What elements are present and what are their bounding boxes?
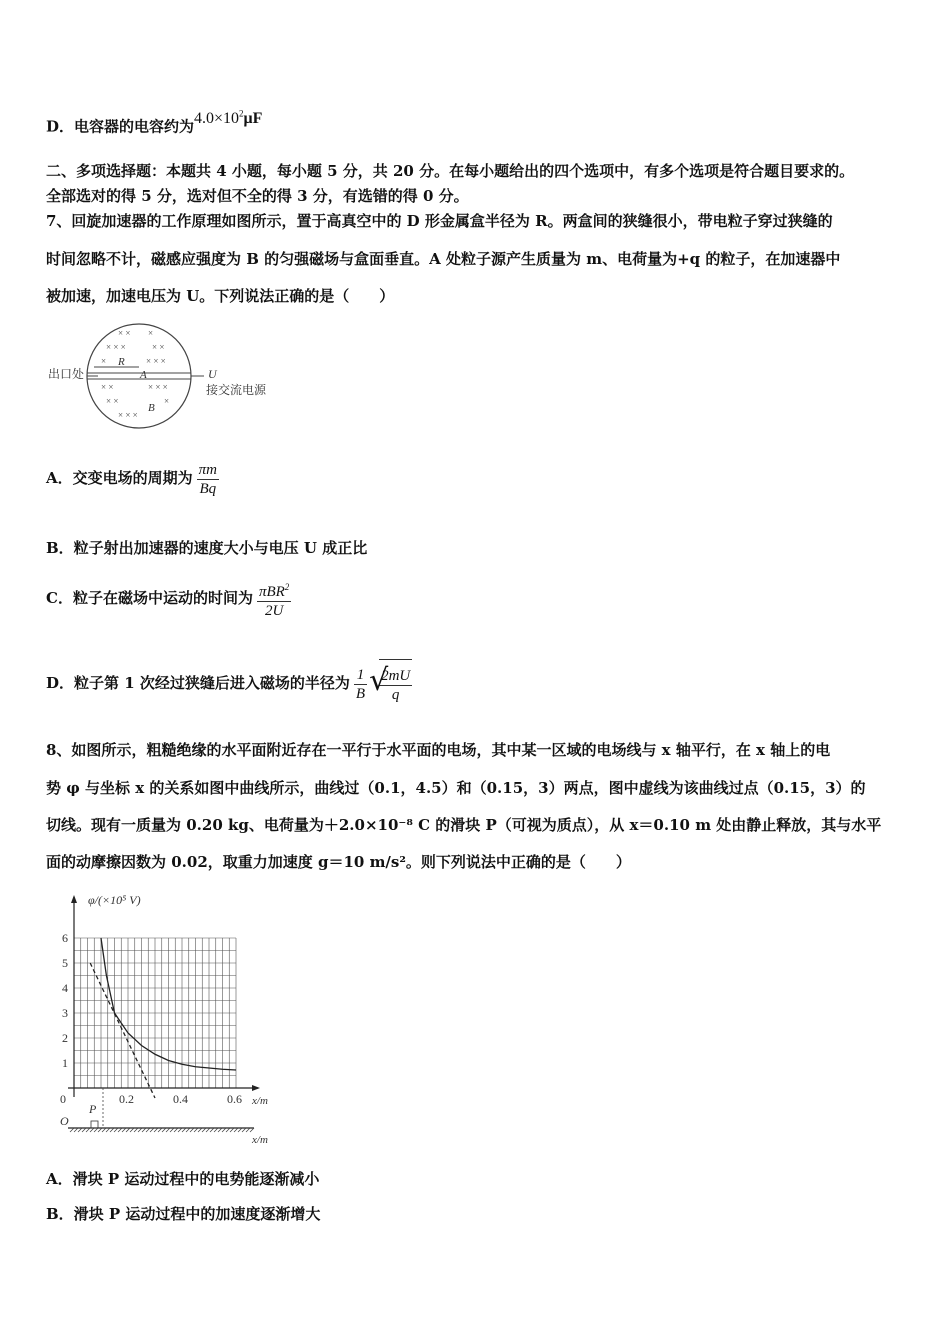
q6-option-d <box>46 109 263 137</box>
svg-text:× × ×: × × × <box>148 382 168 392</box>
u-label: U <box>208 367 217 381</box>
origin-o-label: O <box>60 1114 69 1128</box>
q7-stem-line-2: 时间忽略不计，磁感应强度为 B 的匀强磁场与盒面垂直。A 处粒子源产生质量为 m、电荷量为+q 的粒子，在加速器中 <box>46 250 841 268</box>
q7-option-c-label: C．粒子在磁场中运动的时间为 <box>46 589 253 607</box>
y-axis-label: φ/(×10⁵ V) <box>88 893 141 907</box>
slider-block-p <box>91 1121 98 1128</box>
q7-stem-line-3: 被加速，加速电压为 U。下列说法正确的是（ ） <box>46 287 395 305</box>
x-tick-label: 0.6 <box>227 1092 242 1106</box>
svg-text:× ×: × × <box>101 382 114 392</box>
q6-option-d-label: D．电容器的电容约为 <box>46 117 195 136</box>
q8-stem-line-4: 面的动摩擦因数为 0.02，取重力加速度 g＝10 m/s²。则下列说法中正确的是（ ） <box>46 853 631 871</box>
field-b-label: B <box>148 402 155 414</box>
origin-zero-label: 0 <box>60 1092 66 1106</box>
y-tick-label: 5 <box>62 956 68 970</box>
chart-grid <box>74 938 236 1088</box>
svg-text:×: × <box>148 328 154 338</box>
ground-x-label: x/m <box>252 1134 268 1146</box>
svg-text:×: × <box>101 356 107 366</box>
q6-option-d-value: $4.0\times 10^2\mu F$ <box>194 109 263 128</box>
section-2-line-1: 二、多项选择题：本题共 4 小题，每小题 5 分，共 20 分。在每小题给出的四个选项中，有多个选项是符合题目要求的。 <box>46 162 855 180</box>
y-tick-label: 3 <box>62 1006 68 1020</box>
q7-option-d-sqrt: √ $\frac{2mU}{q}$ <box>369 659 412 710</box>
svg-text:× ×: × × <box>152 342 165 352</box>
q7-option-a <box>46 458 219 498</box>
q8-stem-line-3: 切线。现有一质量为 0.20 kg、电荷量为＋2.0×10⁻⁸ C 的滑块 P（可视为质点），从 x＝0.10 m 处由静止释放，其与水平 <box>46 816 882 834</box>
q7-option-c-fraction: $\frac{\pi BR^2}{2U}$ <box>257 578 291 620</box>
y-axis-arrow <box>71 895 77 903</box>
q8-stem-line-2: 势 φ 与坐标 x 的关系如图中曲线所示，曲线过（0.1，4.5）和（0.15，3）两点，图中虚线为该曲线过点（0.15，3）的 <box>46 779 866 797</box>
radius-label: R <box>118 356 125 368</box>
q7-option-d-label: D．粒子第 1 次经过狭缝后进入磁场的半径为 <box>46 674 350 692</box>
q7-option-c <box>46 578 291 620</box>
exit-label: 出口处 <box>48 367 85 381</box>
q7-option-d <box>46 658 412 710</box>
q7-stem-line-1: 7、回旋加速器的工作原理如图所示，置于高真空中的 D 形金属盒半径为 R。两盒间的狭缝很小，带电粒子穿过狭缝的 <box>46 212 833 230</box>
y-tick-label: 6 <box>62 931 68 945</box>
magnetic-field-crosses <box>101 328 169 420</box>
cyclotron-figure <box>46 318 286 438</box>
ac-source-label: 接交流电源 <box>206 383 267 397</box>
chart-tick-labels <box>62 931 242 1106</box>
q7-option-d-fraction: $\frac{1}{B}$ <box>355 666 366 702</box>
phi-x-chart <box>46 885 286 1150</box>
q7-option-b: B．粒子射出加速器的速度大小与电压 U 成正比 <box>46 539 368 557</box>
tangent-line <box>90 963 155 1098</box>
y-tick-label: 2 <box>62 1031 68 1045</box>
x-tick-label: 0.2 <box>119 1092 134 1106</box>
block-p-label: P <box>89 1102 97 1116</box>
q7-option-a-fraction: $\frac{\pi m}{Bq}$ <box>198 461 217 497</box>
svg-text:× × ×: × × × <box>106 342 126 352</box>
x-axis-label: x/m <box>252 1095 268 1107</box>
y-tick-label: 1 <box>62 1056 68 1070</box>
chart-series <box>90 938 236 1098</box>
y-tick-label: 4 <box>62 981 68 995</box>
section-2-line-2: 全部选对的得 5 分，选对但不全的得 3 分，有选错的得 0 分。 <box>46 187 469 205</box>
source-a-label: A <box>140 369 147 381</box>
q8-option-a: A．滑块 P 运动过程中的电势能逐渐减小 <box>46 1170 320 1188</box>
svg-text:×: × <box>164 396 170 406</box>
svg-text:× ×: × × <box>118 328 131 338</box>
svg-text:× × ×: × × × <box>146 356 166 366</box>
x-tick-label: 0.4 <box>173 1092 188 1106</box>
svg-text:× ×: × × <box>106 396 119 406</box>
svg-text:× × ×: × × × <box>118 410 138 420</box>
q7-option-a-label: A．交变电场的周期为 <box>46 469 193 487</box>
q8-stem-line-1: 8、如图所示，粗糙绝缘的水平面附近存在一平行于水平面的电场，其中某一区域的电场线与 x 轴平行，在 x 轴上的电 <box>46 741 831 759</box>
q8-option-b: B．滑块 P 运动过程中的加速度逐渐增大 <box>46 1205 321 1223</box>
x-axis-arrow <box>252 1085 260 1091</box>
dee-outline <box>87 324 191 428</box>
